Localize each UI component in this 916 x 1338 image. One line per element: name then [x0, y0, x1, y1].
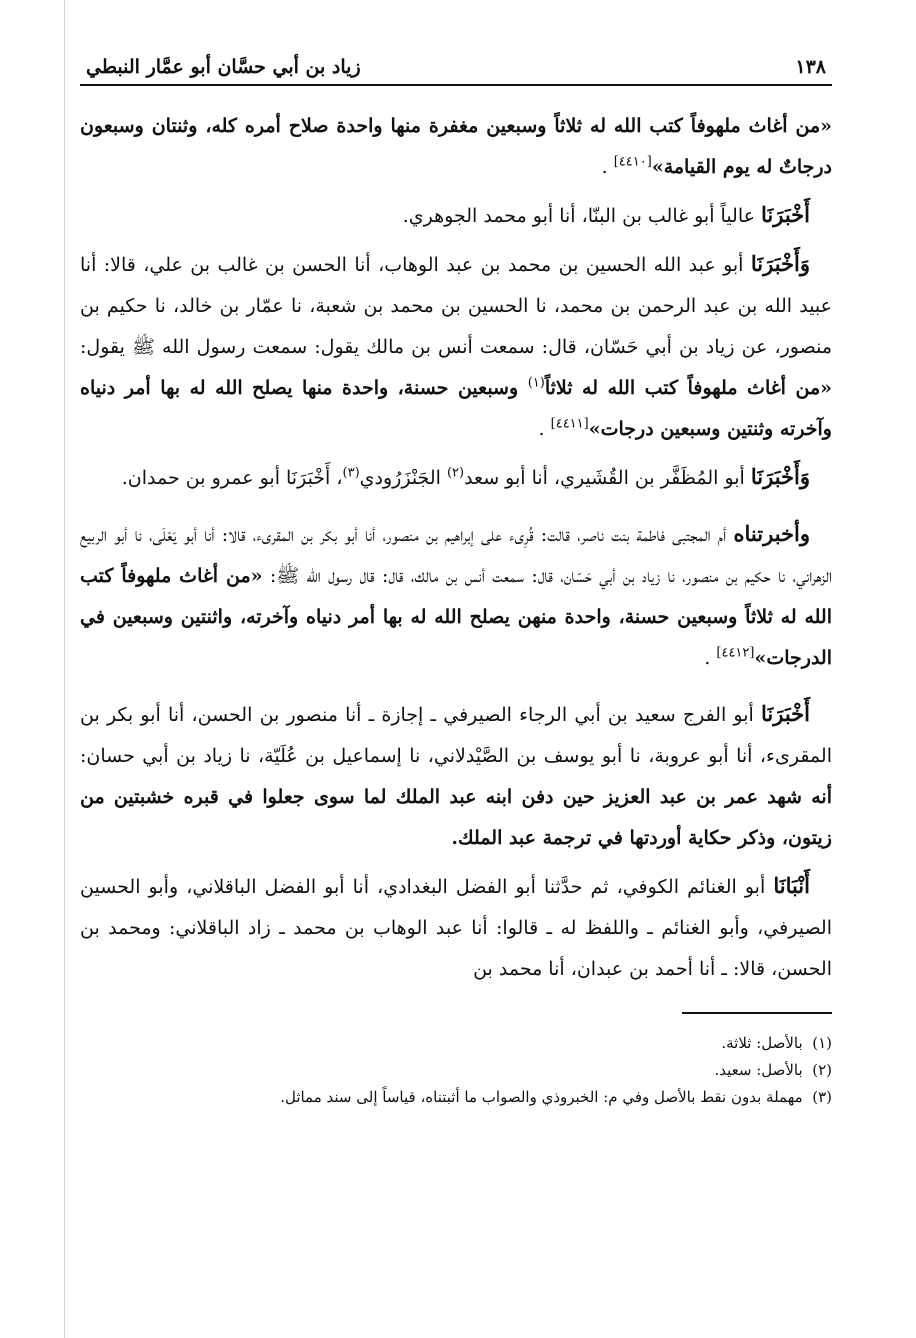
paragraph-isnad-2 [80, 243, 832, 450]
header-rule [80, 84, 832, 86]
hadith-reference: [٤٤١٢] [716, 645, 755, 661]
footnote-item [80, 1084, 832, 1111]
paragraph-isnad-3 [80, 456, 832, 499]
hadith-reference: [٤٤١٠] [613, 154, 652, 170]
isnad-text-end: ، أَخْبَرَنَا أبو عمرو بن حمدان. [121, 467, 343, 489]
transmission-keyword: أَنْبَانَا [773, 873, 810, 898]
isnad-text: أم المجتبى فاطمة بنت ناصر، قالت: قُرِىء على إبراهيم بن منصور، أنا أبو بكر بن المقرىء، قالا: أنا أبو يَعْلَى، نا أبو الربيع الزهراني، نا حكيم بن منصور، نا زياد بن أبي حَسّان، قال: سمعت أنس بن مالك، قال: قال رسول الله ﷺ: [80, 524, 832, 587]
footnote-marker-3: (٣) [342, 465, 360, 481]
transmission-keyword: أَخْبَرَنَا [761, 701, 810, 726]
paragraph-isnad-1 [80, 194, 832, 237]
hadith-text: «من أغاث ملهوفاً كتب الله له ثلاثاً [544, 377, 832, 399]
paragraph-isnad-6 [80, 865, 832, 990]
isnad-text: عالياً أبو غالب بن البنّا، أنا أبو محمد الجوهري. [402, 205, 762, 227]
book-page [80, 56, 832, 1111]
footnote-separator [682, 1012, 832, 1014]
footnote-marker-1: (١) [527, 375, 545, 391]
hadith-text-continued: وسبعين حسنة، واحدة منها يصلح الله له بها أمر دنياه وآخرته وثنتين وسبعين درجات» [80, 377, 832, 440]
footnote-number: (١) [812, 1034, 832, 1052]
period: . [538, 418, 545, 440]
page-header [80, 56, 832, 84]
page-gutter-line [64, 0, 65, 1338]
page-number: ١٣٨ [795, 56, 826, 78]
hadith-text: «من أغاث ملهوفاً كتب الله له ثلاثاً وسبعين حسنة، واحدة منهن يصلح الله له بها أمر دنياه وآخرته، واثنتين وسبعين في الدرجات» [80, 565, 832, 669]
hadith-reference: [٤٤١١] [550, 416, 589, 432]
running-title: زياد بن أبي حسَّان أبو عمَّار النبطي [86, 56, 361, 78]
hadith-text: «من أغاث ملهوفاً كتب الله له ثلاثاً وسبعين مغفرة منها واحدة صلاح أمره كله، وثنتان وسبعون درجاتٌ له يوم القيامة» [80, 115, 832, 178]
paragraph-hadith-1 [80, 106, 832, 188]
transmission-keyword: وَأَخْبَرَنَا [750, 251, 810, 276]
narration-text: أنه شهد عمر بن عبد العزيز حين دفن ابنه عبد الملك لما سوى جعلوا في قبره خشبتين من زيتون، وذكر حكاية أوردتها في ترجمة عبد الملك. [80, 786, 832, 849]
footnote-item [80, 1057, 832, 1084]
isnad-text: أبو الفرج سعيد بن أبي الرجاء الصيرفي ـ إجازة ـ أنا منصور بن الحسن، أنا أبو بكر بن المقرىء، أنا أبو عروبة، نا أبو يوسف بن الصَّيْدلاني، نا إسماعيل بن عُلَيّة، نا زياد بن أبي حسان: [80, 704, 832, 767]
paragraph-isnad-5 [80, 693, 832, 859]
isnad-text: أبو الغنائم الكوفي، ثم حدَّثنا أبو الفضل البغدادي، أنا أبو الفضل الباقلاني، وأبو الحسين الصيرفي، وأبو الغنائم ـ واللفظ له ـ قالوا: أنا عبد الوهاب بن محمد ـ زاد الباقلاني: ومحمد بن الحسن، قالا: ـ أنا أحمد بن عبدان، أنا محمد بن [80, 876, 832, 980]
paragraph-isnad-4 [80, 513, 832, 679]
footnote-text: بالأصل: سعيد. [714, 1061, 803, 1079]
period: . [704, 647, 711, 669]
isnad-text: أبو عبد الله الحسين بن محمد بن عبد الوهاب، أنا الحسن بن غالب بن علي، قالا: أنا عبيد الله بن عبد الرحمن بن محمد، نا الحسين بن محمد بن شعبة، نا عمّار بن خالد، نا حكيم بن منصور، عن زياد بن أبي حَسّان، قال: سمعت أنس بن مالك يقول: سمعت رسول الله ﷺ يقول: [80, 254, 832, 358]
footnote-number: (٢) [812, 1061, 832, 1079]
footnote-text: بالأصل: ثلاثة. [721, 1034, 803, 1052]
transmission-keyword: وَأَخْبَرَنَا [750, 464, 810, 489]
footnote-text: مهملة بدون نقط بالأصل وفي م: الخبروذي والصواب ما أثبتناه، قياساً إلى سند مماثل. [280, 1088, 803, 1106]
isnad-text: أبو المُظَفَّر بن القُشَيري، أنا أبو سعد [464, 467, 751, 489]
footnote-item [80, 1030, 832, 1057]
footnotes [80, 1030, 832, 1111]
footnote-marker-2: (٢) [446, 465, 465, 481]
isnad-text-continued: الجَنْزَرُودي [359, 467, 447, 489]
footnote-number: (٣) [812, 1088, 832, 1106]
transmission-keyword: وأخبرتناه [733, 521, 810, 546]
period: . [601, 156, 608, 178]
transmission-keyword: أَخْبَرَنَا [761, 202, 810, 227]
